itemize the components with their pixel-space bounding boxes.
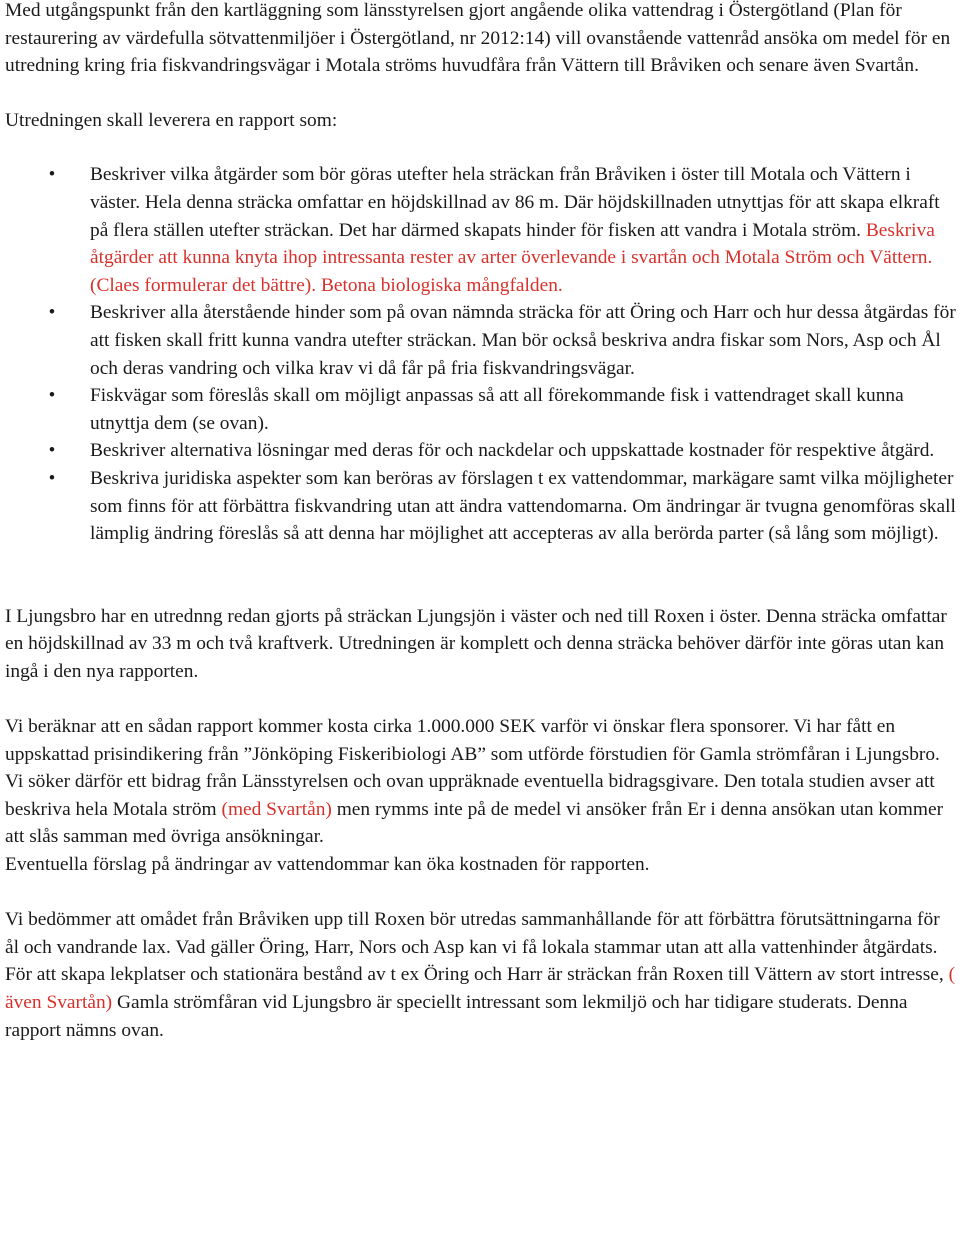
list-item-text: Fiskvägar som föreslås skall om möjligt anpassas så att all förekommande fisk i vattendraget skall kunna utnyttja dem (se ovan). [90,385,904,434]
section-spacer [5,548,957,603]
report-lead-paragraph: Utredningen skall leverera en rapport som: [5,109,338,131]
assessment-paragraph [5,906,957,1044]
list-item-text: Beskriver alla återstående hinder som på ovan nämnda sträcka för att Öring och Harr och hur dessa åtgärdas för att fisken skall fritt kunna vandra utefter sträckan. Man bör också beskriva andra fiskar som Nors, Asp och Ål och deras vandring och vilka krav vi då får på fria fiskvandringsvägar. [90,302,956,379]
list-item-text: Beskriva juridiska aspekter som kan beröras av förslagen t ex vattendommar, markägare samt vilka möjligheter som finns för att förbättra fiskvandring utan att ändra vattendomarna. Om ändringar är tvugna genomföras skall lämplig ändring föreslås så att denna har möjlighet att accepteras av alla berörda parter (så lång som möjligt). [90,467,956,545]
report-requirements-list [5,161,957,547]
water-rights-paragraph: Eventuella förslag på ändringar av vattendommar kan öka kostnaden för rapporten. [5,854,650,876]
cost-paragraph [5,713,957,851]
paragraph-spacer [5,879,957,907]
document-page [5,0,957,1044]
list-item [5,382,957,437]
list-item-text: Beskriver vilka åtgärder som bör göras utefter hela sträckan från Bråviken i öster till Motala och Vättern i väster. Hela denna sträcka omfattar en höjdskillnad av 86 m. Där höjdskillnaden utnyttjas för att skapa elkraft på flera ställen utefter sträckan. Det har därmed skapats hinder för fisken att vandra i Motala ström. [90,164,940,241]
intro-paragraph: Med utgångspunkt från den kartläggning som länsstyrelsen gjort angående olika vattendrag i Östergötland (Plan för restaurering av värdefulla sötvattenmiljöer i Östergötland, nr 2012:14) vill ovanstående vattenråd ansöka om medel för en utredning kring fria fiskvandringsvägar i Motala ströms huvudfåra från Vättern till Bråviken och senare även Svartån. [5,0,951,77]
bullet-icon: • [48,440,56,462]
list-item [5,299,957,382]
bullet-icon: • [48,164,56,186]
paragraph-spacer [5,685,957,713]
cost-text: Vi beräknar att en sådan rapport kommer kosta cirka 1.000.000 SEK varför vi önskar flera sponsorer. Vi har fått en uppskattad prisindikering från ”Jönköping Fiskeribiologi AB” som utförde förstudien för Gamla strömfåran i Ljungsbro. Vi söker därför ett bidrag från Länsstyrelsen och ovan uppräknade eventuella bidragsgivare. Den totala studien avser att beskriva hela Motala ström [5,716,940,820]
list-item [5,465,957,548]
bullet-icon: • [48,302,56,324]
list-item-text: Beskriver alternativa lösningar med deras för och nackdelar och uppskattade kostnader för respektive åtgärd. [90,440,935,462]
bullet-icon: • [48,467,56,489]
highlighted-note: (med Svartån) [221,798,332,820]
assessment-text: Vi bedömmer att omådet från Bråviken upp till Roxen bör utredas sammanhållande för att förbättra förutsättningarna för ål och vandrande lax. Vad gäller Öring, Harr, Nors och Asp kan vi få lokala stammar utan att alla vattenhinder åtgärdats. För att skapa lekplatser och stationära bestånd av t ex Öring och Harr är sträckan från Roxen till Vättern av stort intresse, [5,909,949,986]
list-item [5,437,957,465]
assessment-text-continued: Gamla strömfåran vid Ljungsbro är speciellt intressant som lekmiljö och har tidigare studerats. Denna rapport nämns ovan. [5,992,908,1041]
list-item [5,161,957,299]
bullet-icon: • [48,385,56,407]
ljungsbro-paragraph: I Ljungsbro har en utrednng redan gjorts på sträckan Ljungsjön i väster och ned till Roxen i öster. Denna sträcka omfattar en höjdskillnad av 33 m och två kraftverk. Utredningen är komplett och denna sträcka behöver därför inte göras utan kan ingå i den nya rapporten. [5,605,947,682]
highlighted-note: ( även Svartån) [5,964,956,1013]
cost-text-continued: men rymms inte på de medel vi ansöker från Er i denna ansökan utan kommer att slås samman med övriga ansökningar. [5,798,944,848]
highlighted-note: Beskriva åtgärder att kunna knyta ihop intressanta rester av arter överlevande i svartån och Motala Ström och Vättern.(Claes formulerar det bättre). Betona biologiska mångfalden. [90,219,935,296]
